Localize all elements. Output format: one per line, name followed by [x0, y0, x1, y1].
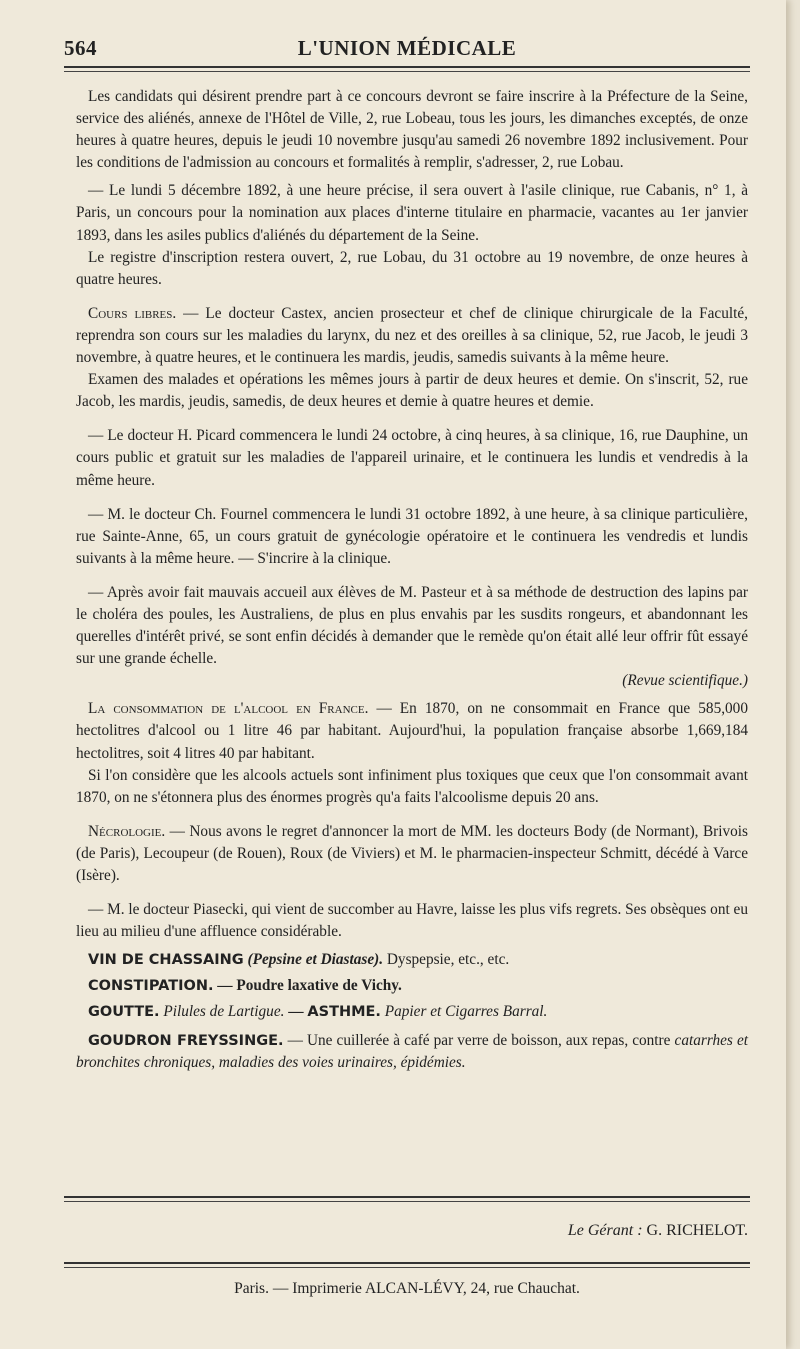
- alcool-heading: La consommation de l'alcool en France.: [88, 700, 369, 718]
- paragraph-concours-internat: — Le lundi 5 décembre 1892, à une heure précise, il sera ouvert à l'asile clinique, rue Cabanis, n° 1, à Paris, un concours pour la nomination aux places d'interne titulaire en pharmacie, vacantes au 1er janvier 1893, dans les asiles publics d'aliénés du département de la Seine.: [76, 182, 748, 244]
- header-rule: [64, 66, 750, 68]
- necro-heading: Nécrologie.: [88, 822, 166, 840]
- page-number: 564: [64, 36, 97, 60]
- journal-title: L'UNION MÉDICALE: [297, 36, 517, 60]
- ad-goudron-italic: catarrhes et bronchites chroniques, maladies des voies urinaires, épidémies.: [76, 1031, 748, 1071]
- ad-vin-rest: Dyspepsie, etc., etc.: [383, 951, 510, 969]
- gerant-label: Le Gérant :: [567, 1222, 643, 1239]
- ad-separator: —: [284, 1003, 308, 1021]
- paragraph-alcool: [76, 698, 748, 764]
- ad-goutte-sub: Pilules de Lartigue.: [159, 1003, 285, 1021]
- page-header: [64, 36, 750, 62]
- header-rule-thin: [64, 71, 750, 72]
- pasteur-text: — Après avoir fait mauvais accueil aux élèves de M. Pasteur et à sa méthode de destruction des lapins par le choléra des poules, les Australiens, de plus en plus envahis par les susdits rongeurs, et abandonnant les querelles d'intérêt privé, se sont enfin décidés à demander que le remède qu'on était allé leur offrir fût essayé sur une grande échelle.: [76, 583, 748, 668]
- paragraph-fournel: — M. le docteur Ch. Fournel commencera le lundi 31 octobre 1892, à une heure, à sa clinique particulière, rue Sainte-Anne, 65, un cours gratuit de gynécologie opératoire et le continuera les vendredis et lundis suivants à la même heure. — S'incrire à la clinique.: [76, 505, 748, 567]
- gerant-line: [76, 1222, 748, 1240]
- ad-vin-sub: (Pepsine et Diastase).: [247, 951, 384, 969]
- printer-line: Paris. — Imprimerie ALCAN-LÉVY, 24, rue Chauchat.: [234, 1280, 580, 1297]
- ad-vin-name: VIN DE CHASSAING: [88, 952, 244, 969]
- necro-text: — Nous avons le regret d'annoncer la mort de MM. les docteurs Body (de Normant), Brivois (de Paris), Lecoupeur (de Rouen), Roux (de Viviers) et M. le pharmacien-inspecteur Schmitt, décédé à Varce (Isère).: [76, 822, 748, 884]
- pasteur-source: (Revue scientifique.): [622, 672, 748, 690]
- ad-asthme-name: ASTHME.: [307, 1004, 381, 1021]
- gerant-name: G. RICHELOT.: [642, 1222, 748, 1239]
- footer-rule-thin: [64, 1201, 750, 1202]
- footer-rule: [64, 1196, 750, 1198]
- paragraph-cours-libres: [76, 303, 748, 369]
- paragraph-alcoolisme: Si l'on considère que les alcools actuels sont infiniment plus toxiques que ceux que l'on consommait avant 1870, on ne s'étonnera plus des énormes progrès qu'a faits l'alcoolisme depuis 20 ans.: [76, 766, 748, 806]
- paragraph-necrologie: [76, 821, 748, 887]
- paragraph-pasteur: [76, 582, 748, 670]
- paragraph-piasecki: — M. le docteur Piasecki, qui vient de succomber au Havre, laisse les plus vifs regrets. Ses obsèques ont eu lieu au milieu d'une affluence considérable.: [76, 901, 748, 941]
- ad-constipation: [76, 975, 748, 997]
- paragraph-registre: Le registre d'inscription restera ouvert, 2, rue Lobau, du 31 octobre au 19 novembre, de onze heures à quatre heures.: [76, 248, 748, 288]
- ad-goutte-asthme: [76, 1001, 748, 1023]
- ad-goudron-text: — Une cuillerée à café par verre de boisson, aux repas, contre: [283, 1031, 675, 1049]
- article-body: [76, 86, 748, 1074]
- printer-rule: [64, 1262, 750, 1264]
- ad-vin-chassaing: [76, 949, 748, 971]
- alcool-text: — En 1870, on ne consommait en France que 585,000 hectolitres d'alcool ou 1 litre 46 par habitant. Aujourd'hui, la population française absorbe 1,669,184 hectolitres, soit 4 litres 40 par habitant.: [76, 700, 748, 762]
- ad-constip-rest: — Poudre laxative de Vichy.: [213, 977, 402, 995]
- cours-text: — Le docteur Castex, ancien prosecteur et chef de clinique chirurgicale de la Faculté, reprendra son cours sur les maladies du larynx, du nez et des oreilles à sa clinique, 52, rue Jacob, le jeudi 3 novembre, à quatre heures, et le continuera les mardis, jeudis, samedis suivants à la même heure.: [76, 304, 748, 367]
- ad-constip-name: CONSTIPATION.: [88, 978, 214, 995]
- ad-goutte-name: GOUTTE.: [88, 1004, 160, 1021]
- paragraph-examen: Examen des malades et opérations les mêmes jours à partir de deux heures et demie. On s'inscrit, 52, rue Jacob, les mardis, jeudis, samedis, de deux heures et demie à quatre heures et demie.: [76, 371, 748, 411]
- paragraph-candidats: Les candidats qui désirent prendre part à ce concours devront se faire inscrire à la Préfecture de la Seine, service des aliénés, annexe de l'Hôtel de Ville, 2, rue Lobeau, tous les jours, les dimanches exceptés, de onze heures à quatre heures, depuis le jeudi 10 novembre jusqu'au samedi 26 novembre 1892 inclusivement. Pour les conditions de l'admission au concours et formalités à remplir, s'adresser, 2, rue Lobau.: [76, 88, 748, 172]
- paragraph-picard: — Le docteur H. Picard commencera le lundi 24 octobre, à cinq heures, à sa clinique, 16, rue Dauphine, un cours public et gratuit sur les maladies de l'appareil urinaire, et le continuera les lundis et vendredis à la même heure.: [76, 427, 748, 489]
- cours-heading: Cours libres.: [88, 304, 177, 322]
- ad-goudron: [76, 1030, 748, 1074]
- ad-goudron-name: GOUDRON FREYSSINGE.: [88, 1032, 284, 1049]
- ad-asthme-sub: Papier et Cigarres Barral.: [380, 1003, 548, 1021]
- printer-rule-thin: [64, 1267, 750, 1268]
